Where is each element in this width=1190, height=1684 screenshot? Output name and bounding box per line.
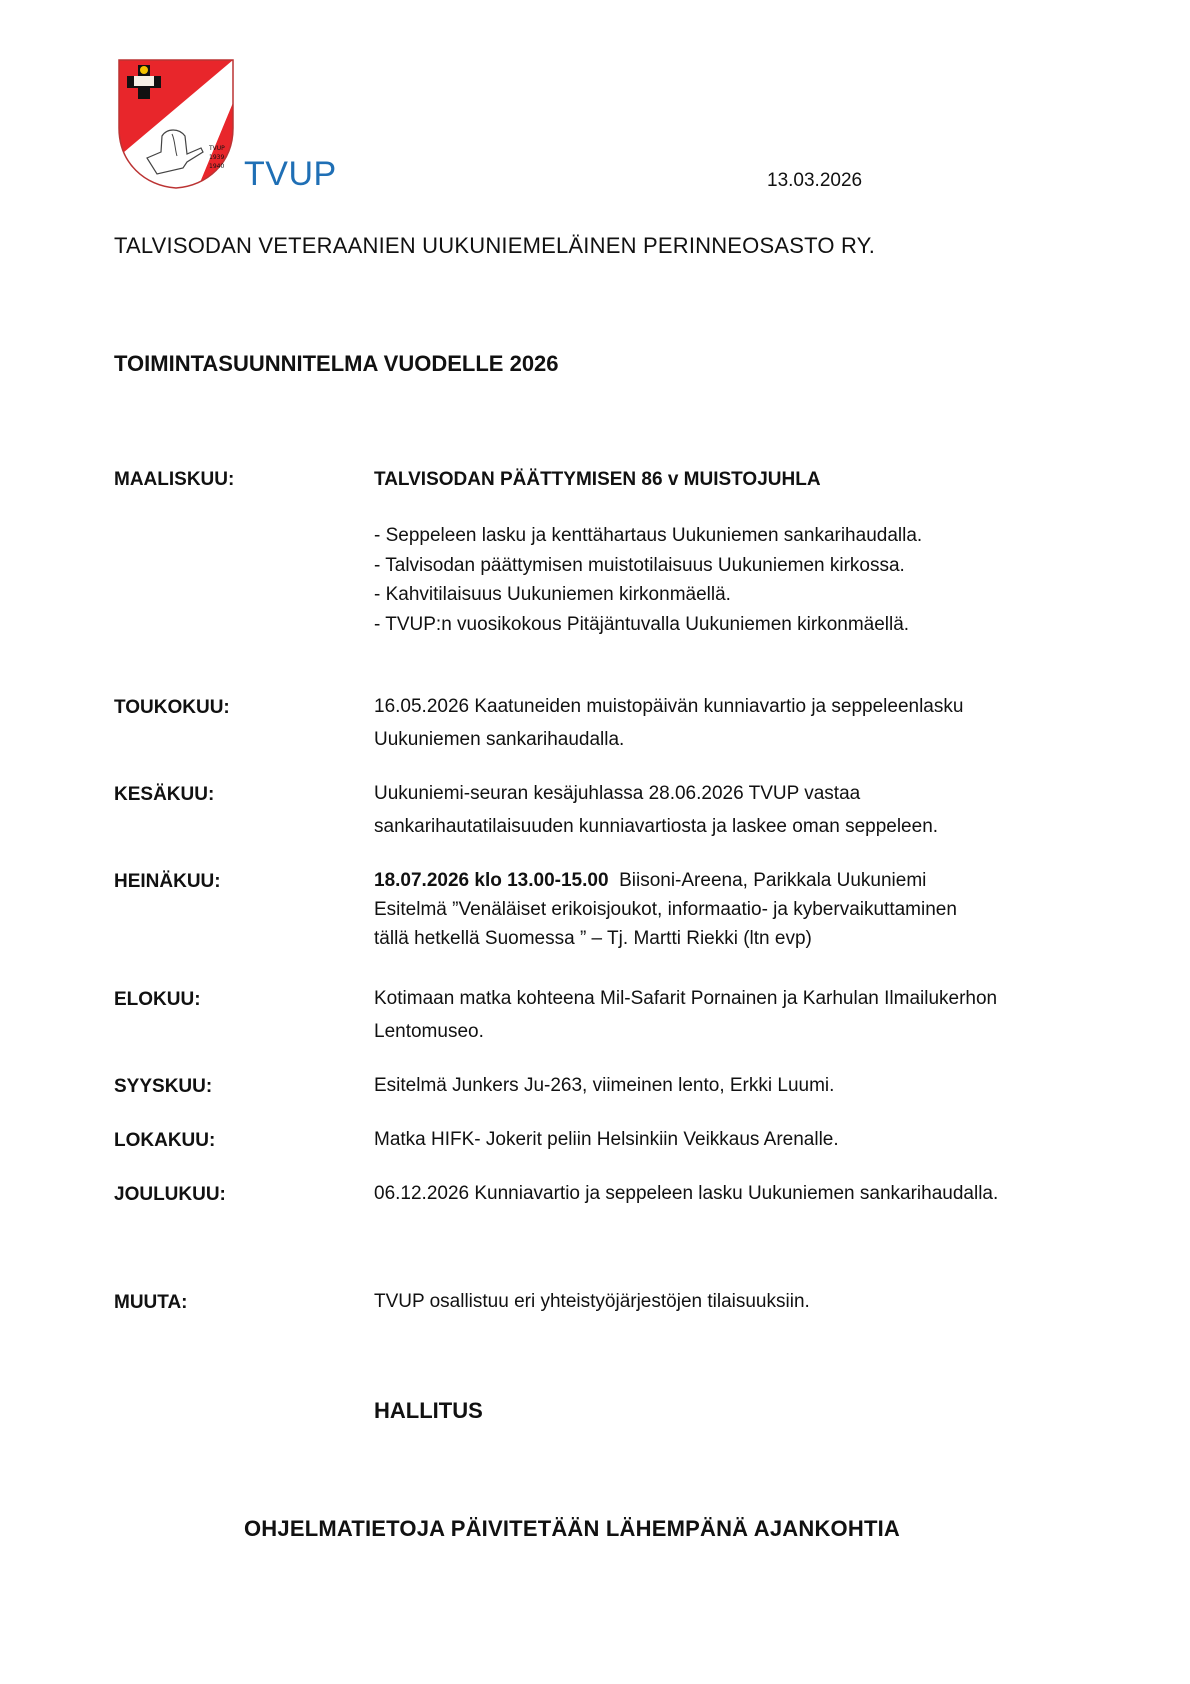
organization-name: TALVISODAN VETERAANIEN UUKUNIEMELÄINEN PERINNEOSASTO RY. [114,233,876,258]
event-line: Matka HIFK- Jokerit peliin Helsinkiin Veikkaus Arenalle. [374,1129,839,1150]
bullet-item: - Kahvitilaisuus Uukuniemen kirkonmäellä. [374,584,731,605]
event-line: Uukuniemi-seuran kesäjuhlassa 28.06.2026 TVUP vastaa [374,783,861,804]
event-line: Esitelmä Junkers Ju-263, viimeinen lento, Erkki Luumi. [374,1075,835,1096]
event-text-lokakuu [374,1123,839,1156]
month-label-joulukuu: JOULUKUU: [114,1184,226,1205]
month-label-kesakuu: KESÄKUU: [114,784,215,805]
event-line: Uukuniemen sankarihaudalla. [374,729,625,750]
event-venue: Biisoni-Areena, Parikkala Uukuniemi [608,870,927,891]
brand-name: TVUP [244,155,337,193]
month-label-heinakuu: HEINÄKUU: [114,871,221,892]
event-bullets-maaliskuu [374,521,922,639]
event-text-elokuu [374,982,997,1048]
event-line: Lentomuseo. [374,1021,484,1042]
document-title: TOIMINTASUUNNITELMA VUODELLE 2026 [114,351,559,376]
footer-note: OHJELMATIETOJA PÄIVITETÄÄN LÄHEMPÄNÄ AJANKOHTIA [244,1516,900,1541]
event-text-syyskuu [374,1069,834,1102]
bullet-item: - Seppeleen lasku ja kenttähartaus Uukuniemen sankarihaudalla. [374,525,923,546]
event-text-joulukuu [374,1177,998,1210]
event-line: 06.12.2026 Kunniavartio ja seppeleen lasku Uukuniemen sankarihaudalla. [374,1183,999,1204]
signature: HALLITUS [374,1398,483,1423]
svg-text:1939: 1939 [209,154,225,161]
tvup-shield-logo-icon [117,58,235,190]
event-text-muuta [374,1285,810,1318]
month-label-maaliskuu: MAALISKUU: [114,469,235,490]
event-line: 16.05.2026 Kaatuneiden muistopäivän kunniavartio ja seppeleenlasku [374,696,964,717]
event-text-heinakuu [374,866,957,953]
event-line: tällä hetkellä Suomessa ” – Tj. Martti Riekki (ltn evp) [374,928,812,949]
event-line [374,866,957,895]
event-line: TVUP osallistuu eri yhteistyöjärjestöjen tilaisuuksiin. [374,1291,810,1312]
event-title-maaliskuu: TALVISODAN PÄÄTTYMISEN 86 v MUISTOJUHLA [374,469,821,490]
month-label-lokakuu: LOKAKUU: [114,1130,216,1151]
month-label-toukokuu: TOUKOKUU: [114,697,230,718]
event-line: Kotimaan matka kohteena Mil-Safarit Pornainen ja Karhulan Ilmailukerhon [374,988,998,1009]
month-label-syyskuu: SYYSKUU: [114,1076,213,1097]
month-label-elokuu: ELOKUU: [114,989,201,1010]
svg-text:TVUP: TVUP [209,145,225,152]
event-text-kesakuu [374,777,938,843]
svg-text:1940: 1940 [209,163,225,170]
document-date: 13.03.2026 [767,170,863,191]
event-datetime: 18.07.2026 klo 13.00-15.00 [374,870,609,891]
event-text-toukokuu [374,690,963,756]
event-line: Esitelmä ”Venäläiset erikoisjoukot, informaatio- ja kybervaikuttaminen [374,899,957,920]
event-line: sankarihautatilaisuuden kunniavartiosta ja laskee oman seppeleen. [374,816,939,837]
month-label-muuta: MUUTA: [114,1292,188,1313]
bullet-item: - Talvisodan päättymisen muistotilaisuus Uukuniemen kirkossa. [374,554,905,576]
bullet-item: - TVUP:n vuosikokous Pitäjäntuvalla Uukuniemen kirkonmäellä. [374,613,910,635]
